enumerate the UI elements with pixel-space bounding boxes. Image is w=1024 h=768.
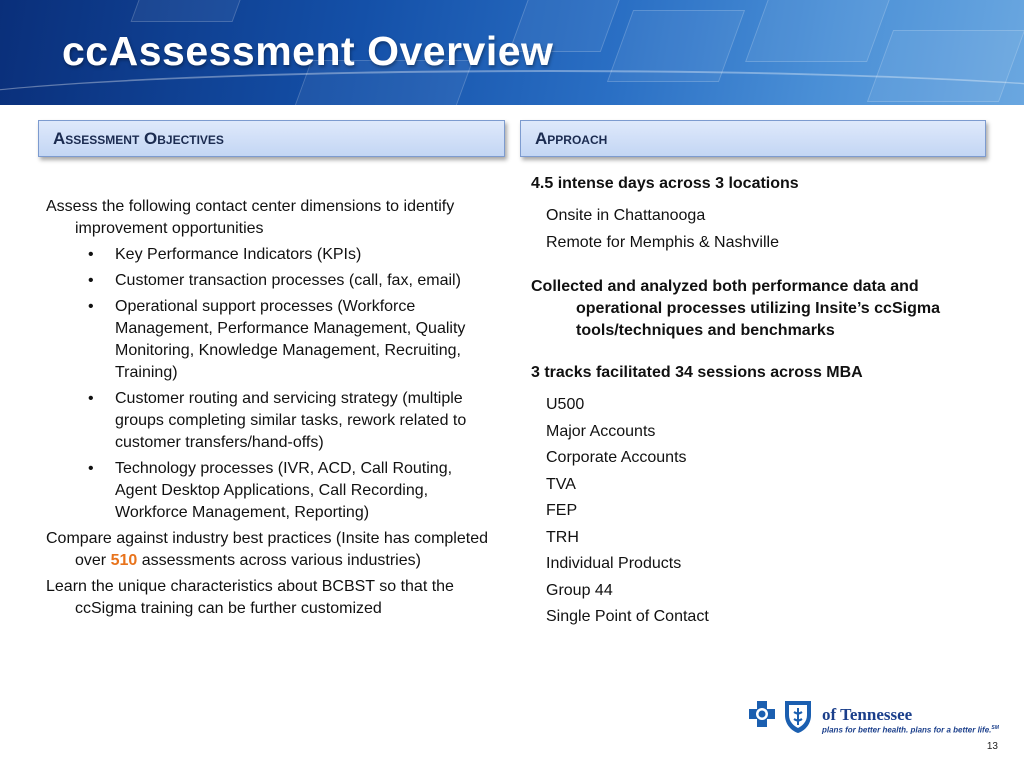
spacer [531,195,981,203]
track-item: TRH [546,528,579,546]
compare-text: Compare against industry best practices (Insite has completed over [46,530,488,569]
list-item-text: Operational support processes (Workforce Management, Performance Management, Quality Monitoring, Knowledge Management, Recruiting, Training) [115,298,466,381]
header-band [0,0,1024,105]
list-item-text: Customer routing and servicing strategy (multiple groups completing similar tasks, rework related to customer transfers/hand-offs) [115,390,467,451]
bullet-glyph: • [88,246,94,263]
logo-tagline-text: plans for better health. plans for a better life. [822,725,992,735]
list-item [46,388,496,454]
assessment-count: 510 [110,552,138,569]
track-item: Group 44 [546,581,613,599]
track-item: FEP [546,502,578,519]
track-item: Major Accounts [546,422,656,440]
page-number: 13 [986,741,998,752]
track-item: Corporate Accounts [546,449,687,466]
assessment-objectives-header [38,120,505,157]
bullet-glyph: • [88,460,94,477]
header-swoosh [0,70,1024,105]
list-item-text: Customer transaction processes (call, fax, email) [115,272,461,289]
dimension-list [46,244,496,524]
logo-service-mark: SM [991,725,999,731]
page-title: ccAssessment Overview [62,28,554,74]
track-item: U500 [546,396,585,413]
list-item-text: Key Performance Indicators (KPIs) [115,246,362,263]
compare-text: assessments across various industries) [137,552,421,569]
approach-collected-heading: Collected and analyzed both performance data and operational processes utilizing Insite’s ccSigma tools/techniques and benchmarks [531,278,940,339]
list-item-text: Technology processes (IVR, ACD, Call Routing, Agent Desktop Applications, Call Recording, Workforce Management, Reporting) [115,460,453,521]
list-item [46,244,496,266]
approach-subitem: Remote for Memphis & Nashville [546,233,779,251]
bullet-glyph: • [88,272,94,289]
track-item: Individual Products [546,555,682,572]
section-heading: Approach [535,129,608,148]
objective-learn: Learn the unique characteristics about BCBST so that the ccSigma training can be further customized [46,578,454,617]
list-item [46,458,496,524]
approach-content [531,173,981,631]
blue-shield-icon [785,701,811,733]
approach-days-heading: 4.5 intense days across 3 locations [531,175,799,192]
objectives-content [46,196,496,620]
logo-tagline [822,725,999,735]
header-decor-tile [131,0,252,22]
approach-subitem: Onsite in Chattanooga [546,207,706,224]
spacer [531,256,981,276]
spacer [531,342,981,362]
spacer [531,384,981,392]
approach-tracks-heading: 3 tracks facilitated 34 sessions across MBA [531,364,863,381]
section-heading: Assessment Objectives [53,129,224,148]
objective-assess: Assess the following contact center dimensions to identify improvement opportunities [46,198,455,237]
objective-compare [46,528,496,572]
track-item: TVA [546,475,576,493]
header-decor-tile [745,0,897,62]
blue-cross-icon [749,701,775,727]
approach-header [520,120,986,157]
list-item [46,296,496,384]
track-item: Single Point of Contact [546,608,709,625]
bullet-glyph: • [88,298,94,315]
bullet-glyph: • [88,390,94,407]
list-item [46,270,496,292]
logo-wordmark: of Tennessee [822,705,913,724]
